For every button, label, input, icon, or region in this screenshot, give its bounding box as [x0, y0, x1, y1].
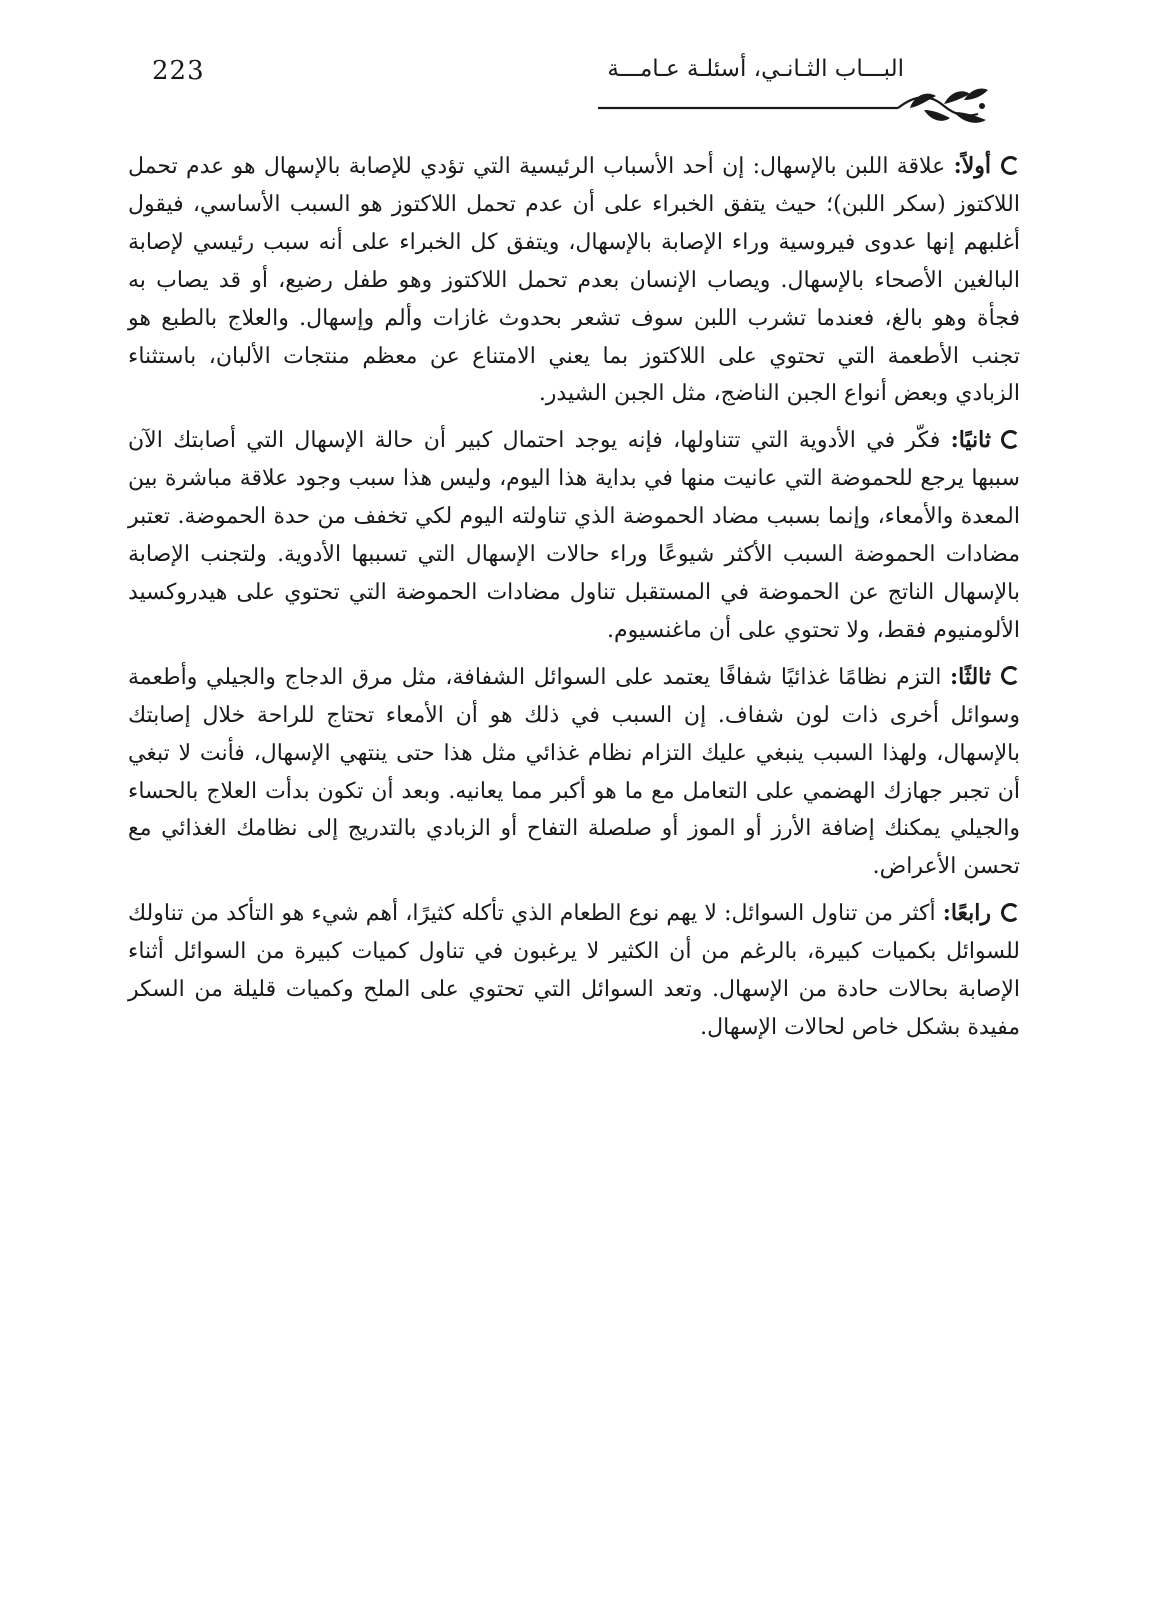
bullet-icon	[1001, 156, 1020, 175]
section-second	[128, 422, 1020, 649]
section-text: فكّر في الأدوية التي تتناولها، فإنه يوجد احتمال كبير أن حالة الإسهال التي أصابتك الآن سببها يرجع للحموضة التي عانيت منها في بداية هذا اليوم، وليس هذا سبب وجود علاقة مباشرة بين المعدة والأمعاء، وإنما بسبب مضاد الحموضة الذي تناولته اليوم لكي تخفف من حدة الحموضة. تعتبر مضادات الحموضة السبب الأكثر شيوعًا وراء حالات الإسهال التي تسببها الأدوية. ولتجنب الإصابة بالإسهال الناتج عن الحموضة في المستقبل تناول مضادات الحموضة التي تحتوي على هيدروكسيد الألومنيوم فقط، ولا تحتوي على أن ماغنسيوم.	[128, 428, 1020, 643]
section-label: ثالثًا:	[950, 663, 991, 690]
section-text: علاقة اللبن بالإسهال: إن أحد الأسباب الرئيسية التي تؤدي للإصابة بالإسهال هو عدم تحمل اللاكتوز (سكر اللبن)؛ حيث يتفق الخبراء على أن عدم تحمل اللاكتوز هو السبب الأساسي، فيقول أغلبهم إنها عدوى فيروسية وراء الإصابة بالإسهال، ويتفق كل الخبراء على أنه سبب رئيسي لإصابة البالغين الأصحاء بالإسهال. ويصاب الإنسان بعدم تحمل اللاكتوز وهو طفل رضيع، أو قد يصاب به فجأة وهو بالغ، فعندما تشرب اللبن سوف تشعر بحدوث غازات وألم وإسهال. والعلاج بالطبع هو تجنب الأطعمة التي تحتوي على اللاكتوز بما يعني الامتناع عن معظم منتجات الألبان، باستثناء الزبادي وبعض أنواع الجبن الناضج، مثل الجبن الشيدر.	[128, 154, 1020, 407]
section-label: أولاً:	[953, 153, 991, 179]
header-ornament	[598, 86, 992, 130]
bullet-icon	[1001, 903, 1020, 922]
section-label: ثانيًا:	[950, 427, 991, 454]
bullet-icon	[1001, 666, 1020, 685]
bullet-icon	[1001, 430, 1020, 449]
section-third	[128, 659, 1020, 886]
body-text	[128, 148, 1020, 1056]
section-text: التزم نظامًا غذائيًا شفافًا يعتمد على السوائل الشفافة، مثل مرق الدجاج والجيلي وأطعمة وسوائل أخرى ذات لون شفاف. إن السبب في ذلك هو أن الأمعاء تحتاج للراحة خلال إصابتك بالإسهال، ولهذا السبب ينبغي عليك التزام نظام غذائي مثل هذا حتى ينتهي الإسهال، فأنت لا تبغي أن تجبر جهازك الهضمي على التعامل مع ما هو أكبر مما يعانيه. وبعد أن تكون بدأت العلاج بالحساء والجيلي يمكنك إضافة الأرز أو الموز أو صلصلة التفاح أو الزبادي بالتدريج إلى نظامك الغذائي مع تحسن الأعراض.	[128, 664, 1020, 880]
running-title: البـــاب الثـانـي، أسئلـة عـامـــة	[607, 56, 904, 82]
section-fourth	[128, 895, 1020, 1047]
page-number: 223	[152, 56, 205, 86]
section-first	[128, 148, 1020, 413]
section-label: رابعًا:	[942, 900, 991, 927]
section-text: أكثر من تناول السوائل: لا يهم نوع الطعام الذي تأكله كثيرًا، أهم شيء هو التأكد من تناولك للسوائل بكميات كبيرة، بالرغم من أن الكثير لا يرغبون في تناول كميات كبيرة من السوائل أثناء الإصابة بحالات حادة من الإسهال. وتعد السوائل التي تحتوي على الملح وكميات قليلة من السكر مفيدة بشكل خاص لحالات الإسهال.	[128, 901, 1020, 1040]
